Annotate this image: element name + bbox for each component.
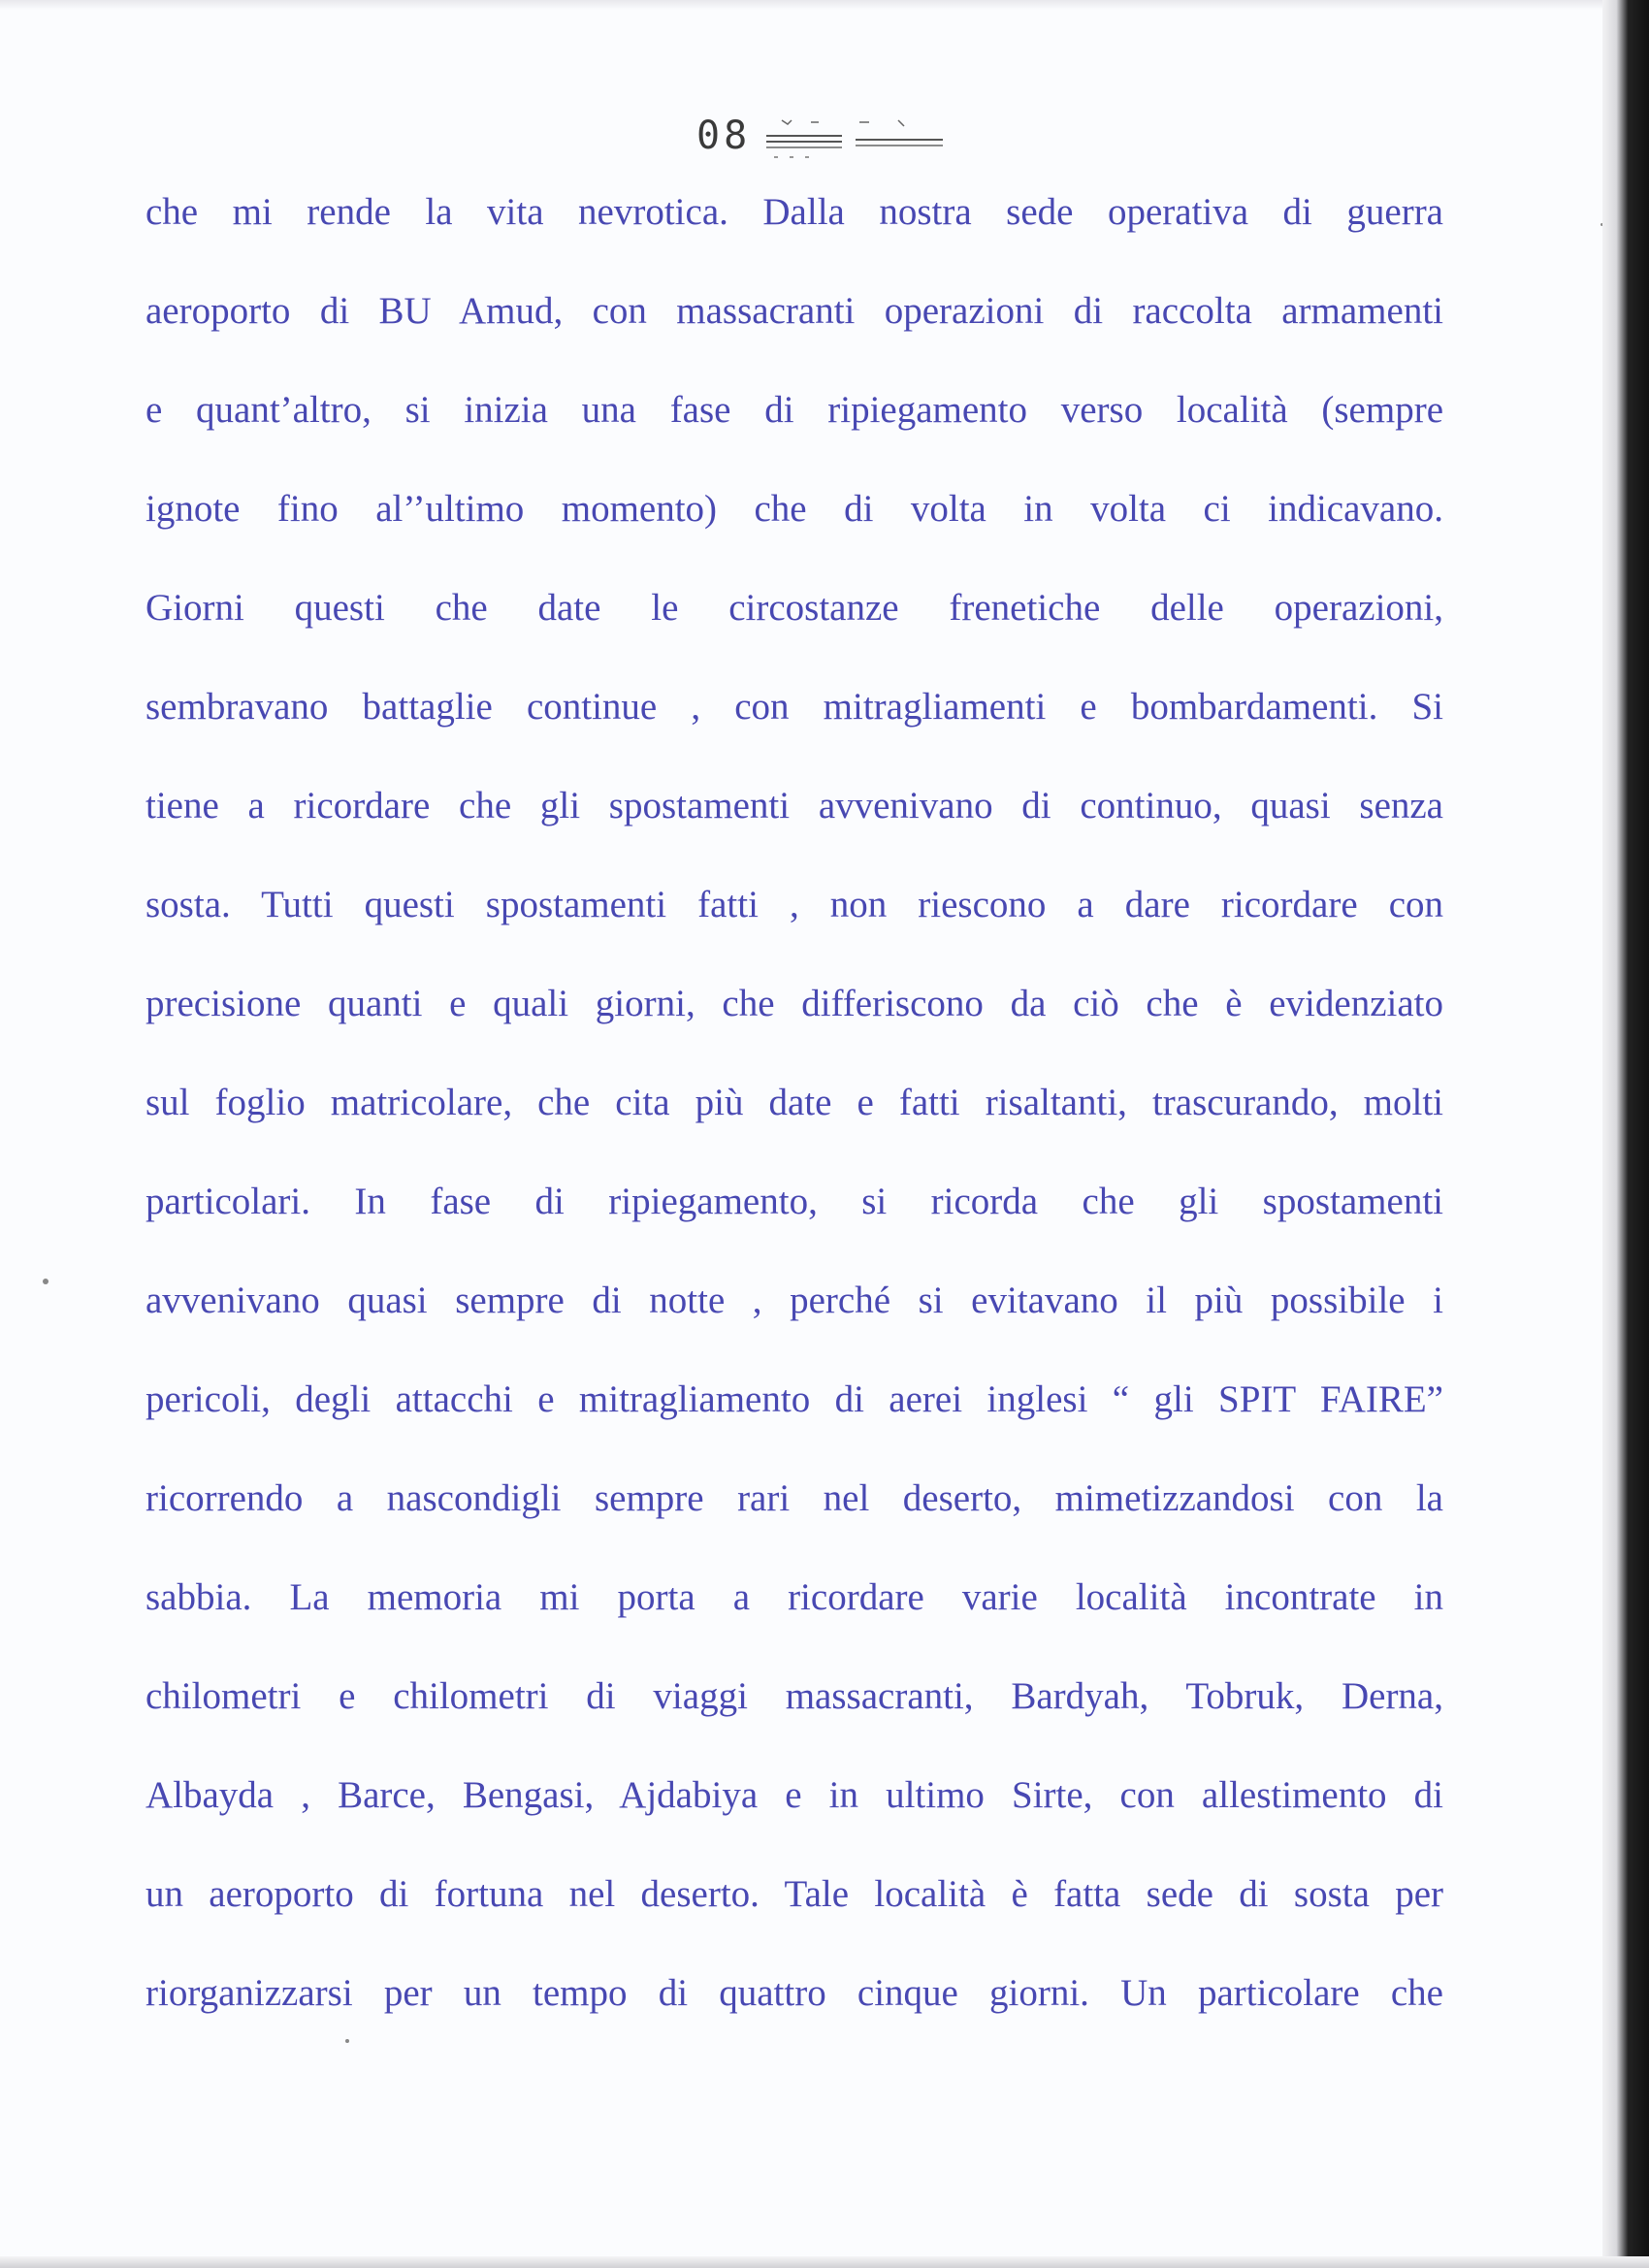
- text-line: sul foglio matricolare, che cita più date e fatti risaltanti, trascurando, molti: [146, 1082, 1443, 1123]
- scan-speck: [43, 1279, 48, 1284]
- text-line: un aeroporto di fortuna nel deserto. Tale località è fatta sede di sosta per: [146, 1873, 1443, 1915]
- text-line: aeroporto di BU Amud, con massacranti operazioni di raccolta armamenti: [146, 290, 1443, 332]
- text-line: e quant’altro, si inizia una fase di ripiegamento verso località (sempre: [146, 389, 1443, 431]
- text-line: riorganizzarsi per un tempo di quattro cinque giorni. Un particolare che: [146, 1972, 1443, 2014]
- text-line: ricorrendo a nascondigli sempre rari nel deserto, mimetizzandosi con la: [146, 1477, 1443, 1519]
- stamp-marks: [762, 116, 947, 159]
- text-line: particolari. In fase di ripiegamento, si ricorda che gli spostamenti: [146, 1181, 1443, 1222]
- scanner-edge: [1602, 0, 1649, 2268]
- text-line: chilometri e chilometri di viaggi massacranti, Bardyah, Tobruk, Derna,: [146, 1675, 1443, 1717]
- text-line: ignote fino al’’ultimo momento) che di volta in volta ci indicavano.: [146, 488, 1443, 530]
- text-line: pericoli, degli attacchi e mitragliamento di aerei inglesi “ gli SPIT FAIRE”: [146, 1378, 1443, 1420]
- text-line: Albayda , Barce, Bengasi, Ajdabiya e in ultimo Sirte, con allestimento di: [146, 1774, 1443, 1816]
- body-text: [146, 178, 1443, 2058]
- text-line: sembravano battaglie continue , con mitragliamenti e bombardamenti. Si: [146, 686, 1443, 728]
- text-line: tiene a ricordare che gli spostamenti avvenivano di continuo, quasi senza: [146, 785, 1443, 826]
- text-line: che mi rende la vita nevrotica. Dalla nostra sede operativa di guerra: [146, 191, 1443, 233]
- text-line: sabbia. La memoria mi porta a ricordare varie località incontrate in: [146, 1576, 1443, 1618]
- page-bottom-edge: [0, 2256, 1649, 2268]
- text-line: sosta. Tutti questi spostamenti fatti , non riescono a dare ricordare con: [146, 884, 1443, 925]
- page-number: 08: [696, 113, 752, 158]
- scan-speck: [345, 2039, 349, 2043]
- text-line: Giorni questi che date le circostanze frenetiche delle operazioni,: [146, 587, 1443, 629]
- text-line: avvenivano quasi sempre di notte , perché si evitavano il più possibile i: [146, 1280, 1443, 1321]
- page-top-edge: [0, 0, 1602, 10]
- text-line: precisione quanti e quali giorni, che differiscono da ciò che è evidenziato: [146, 983, 1443, 1024]
